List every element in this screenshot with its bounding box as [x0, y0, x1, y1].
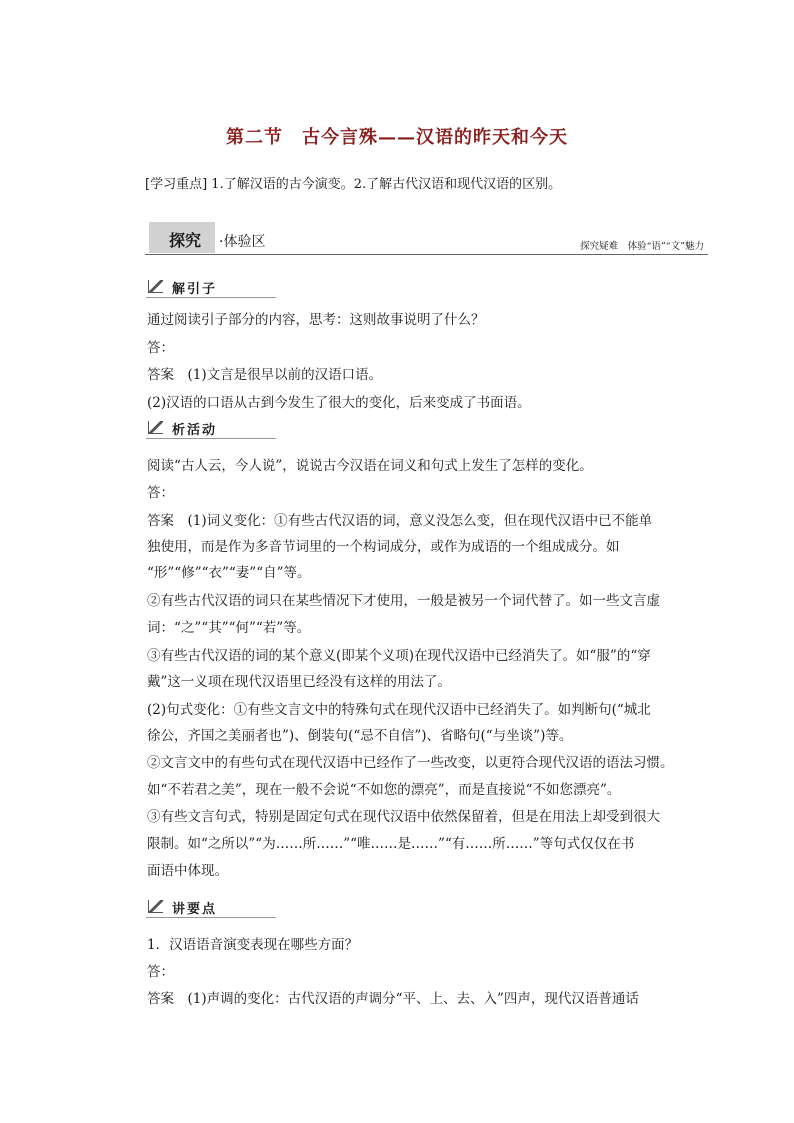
paragraph-line: (2)汉语的口语从古到今发生了很大的变化，后来变成了书面语。 [147, 395, 531, 411]
paragraph-line: ②文言文中的有些句式在现代汉语中已经作了一些改变，以更符合现代汉语的语法习惯。 [147, 755, 674, 771]
paragraph-line: (2)句式变化：①有些文言文中的特殊句式在现代汉语中已经消失了。如判断句(“城北 [147, 702, 651, 718]
banner-main-label: 探究 [169, 231, 202, 250]
paragraph-line: 面语中体现。 [147, 863, 228, 879]
paragraph-line: ②有些古代汉语的词只在某些情况下才使用，一般是被另一个词代替了。如一些文言虚 [147, 593, 660, 609]
banner-sub-label: ·体验区 [219, 234, 266, 250]
paragraph-line: 词：“之”“其”“何”“若”等。 [147, 620, 311, 636]
paragraph-line: 答： [147, 340, 174, 356]
paragraph-line: 限制。如“之所以”“为……所……”“唯……是……”“有……所……”等句式仅仅在书 [147, 836, 635, 852]
section-header-intro [146, 277, 276, 298]
section-header-keypoints [146, 897, 276, 918]
paragraph-line: 戴”这一义项在现代汉语里已经没有这样的用法了。 [147, 674, 451, 690]
explore-banner [145, 222, 708, 255]
paragraph-line: 如“不若君之美”，现在一般不会说“不如您的漂亮”，而是直接说“不如您漂亮”。 [147, 782, 621, 798]
paragraph-line: 答： [147, 485, 174, 501]
section-header-label: 解引子 [172, 282, 218, 297]
paragraph-line: 答： [147, 964, 174, 980]
banner-right-caption: 探究疑难 体验“语”“文”魅力 [580, 241, 704, 252]
paragraph-line: 答案 (1)文言是很早以前的汉语口语。 [147, 367, 383, 383]
paragraph-line: 答案 (1)词义变化：①有些古代汉语的词，意义没怎么变，但在现代汉语中已不能单 [147, 513, 653, 529]
paragraph-line: 阅读“古人云，今人说”，说说古今汉语在词义和句式上发生了怎样的变化。 [147, 458, 593, 474]
paragraph-line: ③有些文言句式，特别是固定句式在现代汉语中依然保留着，但是在用法上却受到很大 [147, 809, 660, 825]
learning-focus-text: 1.了解汉语的古今演变。2.了解古代汉语和现代汉语的区别。 [211, 177, 562, 192]
paragraph-line: 独使用，而是作为多音节词里的一个构词成分，或作为成语的一个组成成分。如 [147, 539, 620, 555]
paragraph-line: 1．汉语语音演变表现在哪些方面？ [147, 937, 359, 953]
paragraph-line: 答案 (1)声调的变化：古代汉语的声调分“平、上、去、入”四声，现代汉语普通话 [147, 991, 639, 1007]
pencil-icon [148, 900, 163, 913]
section-header-label: 讲要点 [172, 902, 218, 917]
paragraph-line: 徐公，齐国之美丽者也”)、倒装句(“忌不自信”)、省略句(“与坐谈”)等。 [147, 728, 573, 744]
paragraph-line: “形”“修”“衣”“妻”“自”等。 [147, 565, 311, 581]
paragraph-line: ③有些古代汉语的词的某个意义(即某个义项)在现代汉语中已经消失了。如“服”的“穿 [147, 648, 651, 664]
section-header-activity [146, 418, 276, 439]
learning-focus-tag: [学习重点] [145, 177, 208, 192]
paragraph-line: 通过阅读引子部分的内容，思考：这则故事说明了什么？ [147, 312, 485, 328]
section-title: 第二节 古今言殊——汉语的昨天和今天 [226, 127, 568, 148]
section-header-label: 析活动 [172, 423, 218, 438]
pencil-icon [148, 421, 163, 434]
learning-focus [145, 173, 561, 192]
pencil-icon [148, 280, 163, 293]
